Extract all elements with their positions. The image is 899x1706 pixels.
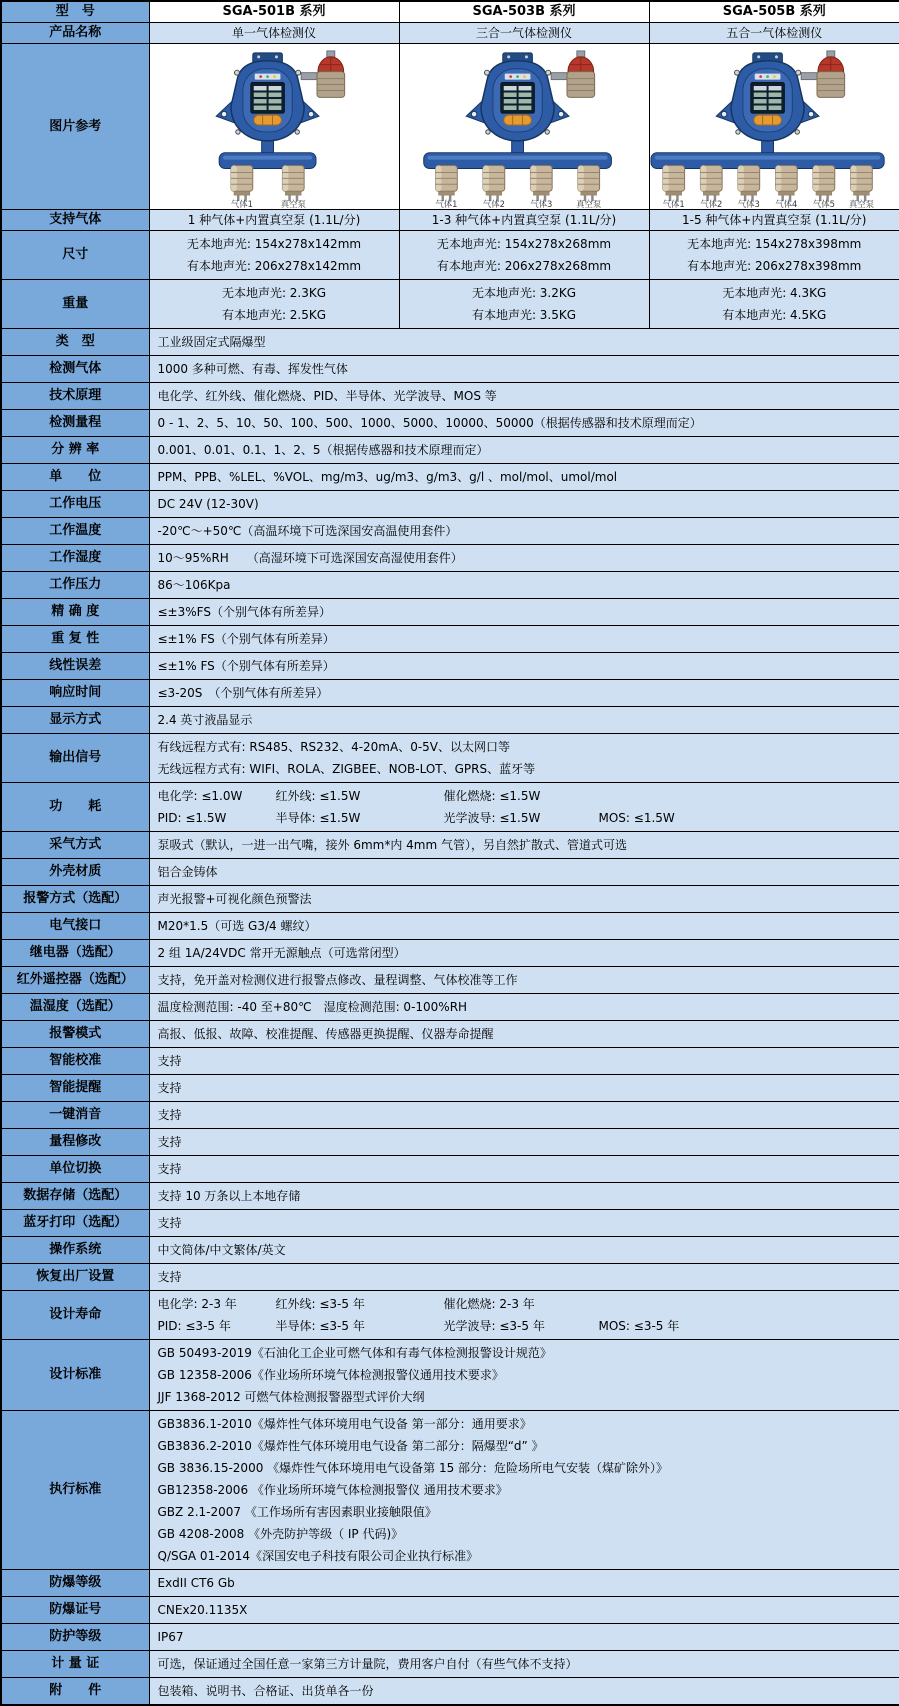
- detector-head: [216, 52, 319, 140]
- spec-value: [149, 967, 899, 994]
- spec-value: [149, 1411, 899, 1570]
- spec-value: [149, 1129, 899, 1156]
- table-row: [1, 1411, 899, 1570]
- spec-value: [149, 1624, 899, 1651]
- spec-value: [149, 464, 899, 491]
- alarm-beacon-icon: [301, 50, 344, 96]
- spec-value-line: 有本地声光: 206x278x268mm: [436, 259, 612, 273]
- spec-value: [149, 653, 899, 680]
- row-label: 设计寿命: [1, 1291, 149, 1340]
- row-label: 工作温度: [1, 518, 149, 545]
- sensor-label: 气体3: [737, 198, 760, 209]
- row-label: 单 位: [1, 464, 149, 491]
- spec-value-line: 支持: [157, 1081, 182, 1095]
- table-row: [1, 23, 899, 44]
- row-label: 操作系统: [1, 1237, 149, 1264]
- row-label: 电气接口: [1, 913, 149, 940]
- row-label: 输出信号: [1, 734, 149, 783]
- spec-value: [149, 280, 399, 329]
- spec-value-line: 有本地声光: 206x278x142mm: [186, 259, 362, 273]
- table-row: [1, 913, 899, 940]
- detector-head: [466, 52, 569, 140]
- spec-value-line: M20*1.5（可选 G3/4 螺纹）: [157, 919, 317, 933]
- spec-value-line: JJF 1368-2012 可燃气体检测报警器型式评价大纲: [157, 1390, 425, 1404]
- table-row: [1, 1210, 899, 1237]
- spec-value: [149, 329, 899, 356]
- row-label: 智能校准: [1, 1048, 149, 1075]
- spec-value-line: 铝合金铸体: [157, 865, 218, 879]
- spec-value-segment: 半导体: ≤1.5W: [275, 811, 361, 825]
- table-row: [1, 44, 899, 210]
- spec-value-line: 有本地声光: 206x278x398mm: [687, 259, 862, 273]
- spec-value-line: GB3836.1-2010《爆炸性气体环境用电气设备 第一部分：通用要求》: [157, 1417, 532, 1431]
- keypad: [503, 115, 531, 125]
- spec-value: [149, 1570, 899, 1597]
- table-row: [1, 1021, 899, 1048]
- table-row: [1, 1048, 899, 1075]
- spec-value: [149, 1340, 899, 1411]
- sensor-cylinder: [435, 165, 457, 201]
- sensor-label: 气体2: [699, 198, 723, 209]
- spec-value-line: 2 组 1A/24VDC 常开无源触点（可选常闭型）: [157, 946, 406, 960]
- spec-value: [149, 626, 899, 653]
- spec-value: [149, 491, 899, 518]
- product-image: [649, 44, 899, 210]
- spec-value: [149, 1102, 899, 1129]
- sensor-cylinder: [577, 165, 599, 201]
- spec-value: [149, 940, 899, 967]
- spec-value-line: 无本地声光: 3.2KG: [471, 286, 577, 300]
- row-label: 重量: [1, 280, 149, 329]
- table-row: [1, 1075, 899, 1102]
- row-label: 类 型: [1, 329, 149, 356]
- spec-value: 1-5 种气体+内置真空泵 (1.1L/分): [649, 210, 899, 231]
- spec-value-line: 10～95%RH （高湿环境下可选深国安高湿使用套件）: [157, 551, 463, 565]
- spec-value-line: Q/SGA 01-2014《深国安电子科技有限公司企业执行标准》: [157, 1549, 479, 1563]
- sensor-label: 气体5: [812, 198, 835, 209]
- table-row: [1, 653, 899, 680]
- spec-value-line: [158, 785, 892, 807]
- table-row: [1, 994, 899, 1021]
- spec-value-line: 1000 多种可燃、有毒、挥发性气体: [157, 362, 348, 376]
- spec-value-line: GB 12358-2006《作业场所环境气体检测报警仪通用技术要求》: [157, 1368, 504, 1382]
- spec-value-line: 支持: [157, 1270, 182, 1284]
- sensor-label: 气体2: [482, 198, 505, 209]
- table-row: [1, 1156, 899, 1183]
- spec-value-line: [158, 807, 892, 829]
- keypad: [253, 115, 281, 125]
- spec-value: [149, 437, 899, 464]
- table-row: [1, 545, 899, 572]
- table-row: [1, 383, 899, 410]
- table-row: [1, 832, 899, 859]
- row-label: 产品名称: [1, 23, 149, 44]
- row-label: 红外遥控器（选配）: [1, 967, 149, 994]
- spec-value-line: ≤3-20S （个别气体有所差异）: [157, 686, 329, 700]
- row-label: 采气方式: [1, 832, 149, 859]
- spec-value: 单一气体检测仪: [149, 23, 399, 44]
- spec-value-segment: 催化燃烧: ≤1.5W: [443, 789, 541, 803]
- row-label: 重 复 性: [1, 626, 149, 653]
- spec-value: 1 种气体+内置真空泵 (1.1L/分): [149, 210, 399, 231]
- spec-value: [399, 280, 649, 329]
- spec-value-line: GB12358-2006 《作业场所环境气体检测报警仪 通用技术要求》: [157, 1483, 508, 1497]
- row-label: 温湿度（选配）: [1, 994, 149, 1021]
- spec-value-segment: 半导体: ≤3-5 年: [275, 1319, 365, 1333]
- row-label: 支持气体: [1, 210, 149, 231]
- row-label: 蓝牙打印（选配）: [1, 1210, 149, 1237]
- row-label: 一键消音: [1, 1102, 149, 1129]
- spec-value-line: ≤±1% FS（个别气体有所差异）: [157, 659, 335, 673]
- spec-value-segment: 电化学: 2-3 年: [157, 1297, 237, 1311]
- spec-value: [149, 518, 899, 545]
- spec-value: [149, 1210, 899, 1237]
- row-label: 工作电压: [1, 491, 149, 518]
- spec-value: [399, 231, 649, 280]
- row-label: 精 确 度: [1, 599, 149, 626]
- row-label: 外壳材质: [1, 859, 149, 886]
- table-row: [1, 1183, 899, 1210]
- spec-value-line: 86～106Kpa: [157, 578, 231, 592]
- spec-value-segment: PID: ≤1.5W: [157, 811, 227, 825]
- table-row: [1, 1597, 899, 1624]
- row-label: 防爆等级: [1, 1570, 149, 1597]
- spec-value: [149, 1156, 899, 1183]
- spec-value: [649, 231, 899, 280]
- row-label: 工作湿度: [1, 545, 149, 572]
- model-series-name: SGA-501B 系列: [149, 1, 399, 23]
- spec-value: [149, 734, 899, 783]
- spec-value-line: PPM、PPB、%LEL、%VOL、mg/m3、ug/m3、g/m3、g/l 、mol/mol、umol/mol: [157, 470, 618, 484]
- sensor-label: 气体4: [775, 198, 798, 209]
- alarm-beacon-icon: [801, 50, 844, 96]
- model-series-name: SGA-505B 系列: [649, 1, 899, 23]
- spec-value-line: 无线远程方式有: WIFI、ROLA、ZIGBEE、NOB-LOT、GPRS、蓝牙等: [157, 762, 536, 776]
- spec-value-line: ExdII CT6 Gb: [157, 1576, 235, 1590]
- table-row: [1, 329, 899, 356]
- spec-value: [149, 1597, 899, 1624]
- spec-value-line: 无本地声光: 154x278x398mm: [687, 237, 862, 251]
- table-row: [1, 734, 899, 783]
- spec-value-segment: PID: ≤3-5 年: [157, 1319, 231, 1333]
- spec-value-line: 支持: [157, 1135, 182, 1149]
- sensor-label: 真空泵: [280, 198, 306, 209]
- table-row: [1, 1, 899, 23]
- spec-value: [649, 280, 899, 329]
- row-label: 检测气体: [1, 356, 149, 383]
- spec-value-line: 支持: [157, 1054, 182, 1068]
- spec-value-line: 有本地声光: 3.5KG: [471, 308, 577, 322]
- sensor-label: 真空泵: [848, 198, 874, 209]
- spec-value-line: 高报、低报、故障、校准提醒、传感器更换提醒、仪器寿命提醒: [157, 1027, 494, 1041]
- spec-value-segment: 催化燃烧: 2-3 年: [443, 1297, 535, 1311]
- spec-value-line: 有本地声光: 2.5KG: [221, 308, 327, 322]
- spec-value-line: -20℃～+50℃（高温环境下可选深国安高温使用套件）: [157, 524, 458, 538]
- spec-value: [149, 545, 899, 572]
- sensor-label: 气体1: [434, 198, 457, 209]
- sensor-cylinder: [663, 165, 685, 201]
- spec-value-line: 声光报警+可视化颜色预警法: [157, 892, 312, 906]
- spec-value-line: 泵吸式（默认，一进一出气嘴，接外 6mm*内 4mm 气管），另自然扩散式、管道式可选: [157, 838, 627, 852]
- spec-value: [149, 231, 399, 280]
- spec-value: [149, 859, 899, 886]
- spec-value-line: GB 3836.15-2000 《爆炸性气体环境用电气设备第 15 部分：危险场所电气安装（煤矿除外）》: [157, 1461, 669, 1475]
- spec-value: [149, 1678, 899, 1706]
- table-row: [1, 1651, 899, 1678]
- spec-value-line: 无本地声光: 154x278x142mm: [186, 237, 362, 251]
- spec-value: 三合一气体检测仪: [399, 23, 649, 44]
- table-row: [1, 1237, 899, 1264]
- table-row: [1, 1291, 899, 1340]
- table-row: [1, 783, 899, 832]
- table-row: [1, 626, 899, 653]
- spec-value: [149, 383, 899, 410]
- table-row: [1, 940, 899, 967]
- spec-value: [149, 783, 899, 832]
- spec-value-line: CNEx20.1135X: [157, 1603, 248, 1617]
- spec-value-line: 无本地声光: 4.3KG: [722, 286, 827, 300]
- row-label: 量程修改: [1, 1129, 149, 1156]
- table-row: [1, 464, 899, 491]
- row-label: 报警方式（选配）: [1, 886, 149, 913]
- spec-value: [149, 1183, 899, 1210]
- model-series-name: SGA-503B 系列: [399, 1, 649, 23]
- spec-value: [149, 356, 899, 383]
- gas-detector-image: [650, 45, 899, 209]
- spec-value-line: 0.001、0.01、0.1、1、2、5（根据传感器和技术原理而定）: [157, 443, 489, 457]
- table-row: [1, 280, 899, 329]
- row-label: 智能提醒: [1, 1075, 149, 1102]
- table-row: [1, 599, 899, 626]
- sensor-cylinder: [850, 165, 872, 201]
- gas-detector-image: [150, 45, 399, 209]
- row-label: 尺寸: [1, 231, 149, 280]
- sensor-cylinder: [231, 165, 253, 201]
- table-row: [1, 231, 899, 280]
- spec-value-line: GB 4208-2008 《外壳防护等级（ IP 代码)》: [157, 1527, 404, 1541]
- table-row: [1, 491, 899, 518]
- spec-value-line: DC 24V (12-30V): [157, 497, 259, 511]
- row-label: 分 辨 率: [1, 437, 149, 464]
- row-label: 执行标准: [1, 1411, 149, 1570]
- row-label: 检测量程: [1, 410, 149, 437]
- spec-value-line: GBZ 2.1-2007 《工作场所有害因素职业接触限值》: [157, 1505, 437, 1519]
- spec-value-segment: 红外线: ≤1.5W: [275, 789, 361, 803]
- spec-value-line: 有本地声光: 4.5KG: [722, 308, 827, 322]
- spec-value: [149, 832, 899, 859]
- spec-value: [149, 1651, 899, 1678]
- sensor-cylinder: [530, 165, 552, 201]
- spec-value-line: 支持: [157, 1216, 182, 1230]
- row-label: 计 量 证: [1, 1651, 149, 1678]
- spec-value: [149, 886, 899, 913]
- sensor-cylinder: [483, 165, 505, 201]
- row-label: 防爆证号: [1, 1597, 149, 1624]
- spec-value-line: IP67: [157, 1630, 184, 1644]
- spec-value-line: 中文简体/中文繁体/英文: [157, 1243, 286, 1257]
- spec-value: [149, 1048, 899, 1075]
- table-row: [1, 356, 899, 383]
- spec-value-line: 2.4 英寸液晶显示: [157, 713, 253, 727]
- spec-value: [149, 1291, 899, 1340]
- gas-detector-image: [400, 45, 649, 209]
- spec-value-segment: MOS: ≤1.5W: [598, 811, 675, 825]
- spec-value: [149, 1264, 899, 1291]
- spec-value: [149, 1021, 899, 1048]
- spec-value: [149, 599, 899, 626]
- product-image: [149, 44, 399, 210]
- table-row: [1, 437, 899, 464]
- table-row: [1, 886, 899, 913]
- spec-value-line: 可选，保证通过全国任意一家第三方计量院，费用客户自付（有些气体不支持）: [157, 1657, 578, 1671]
- sensor-cylinder: [738, 165, 760, 201]
- spec-value-line: 工业级固定式隔爆型: [157, 335, 266, 349]
- spec-value-line: [158, 1293, 892, 1315]
- alarm-beacon-icon: [551, 50, 594, 96]
- spec-value: [149, 994, 899, 1021]
- row-label: 继电器（选配）: [1, 940, 149, 967]
- table-row: [1, 1264, 899, 1291]
- table-row: [1, 707, 899, 734]
- spec-value-line: 支持: [157, 1108, 182, 1122]
- spec-value: [149, 707, 899, 734]
- row-label: 工作压力: [1, 572, 149, 599]
- table-row: [1, 1570, 899, 1597]
- row-label: 图片参考: [1, 44, 149, 210]
- sensor-label: 气体1: [662, 198, 685, 209]
- detector-head: [716, 52, 819, 140]
- table-row: [1, 572, 899, 599]
- sensor-label: 真空泵: [575, 198, 601, 209]
- spec-value-segment: 光学波导: ≤1.5W: [443, 811, 541, 825]
- row-label: 恢复出厂设置: [1, 1264, 149, 1291]
- spec-value: [149, 913, 899, 940]
- spec-value-segment: 电化学: ≤1.0W: [157, 789, 243, 803]
- row-label: 报警模式: [1, 1021, 149, 1048]
- row-label: 功 耗: [1, 783, 149, 832]
- table-row: [1, 859, 899, 886]
- spec-value: [149, 680, 899, 707]
- spec-value-line: ≤±3%FS（个别气体有所差异）: [157, 605, 331, 619]
- row-label: 显示方式: [1, 707, 149, 734]
- row-label: 附 件: [1, 1678, 149, 1706]
- product-image: [399, 44, 649, 210]
- sensor-cylinder: [813, 165, 835, 201]
- spec-value-segment: 光学波导: ≤3-5 年: [443, 1319, 545, 1333]
- spec-value-line: 电化学、红外线、催化燃烧、PID、半导体、光学波导、MOS 等: [157, 389, 497, 403]
- spec-value-line: [158, 1315, 892, 1337]
- spec-value-segment: 红外线: ≤3-5 年: [275, 1297, 365, 1311]
- spec-value-line: 0 - 1、2、5、10、50、100、500、1000、5000、10000、50000（根据传感器和技术原理而定）: [157, 416, 702, 430]
- table-row: [1, 410, 899, 437]
- spec-value: [149, 410, 899, 437]
- row-label: 技术原理: [1, 383, 149, 410]
- table-row: [1, 210, 899, 231]
- table-row: [1, 518, 899, 545]
- spec-value: [149, 1237, 899, 1264]
- row-label: 防护等级: [1, 1624, 149, 1651]
- row-label: 单位切换: [1, 1156, 149, 1183]
- sensor-cylinder: [700, 165, 722, 201]
- table-row: [1, 680, 899, 707]
- row-label: 线性误差: [1, 653, 149, 680]
- spec-value-line: 支持: [157, 1162, 182, 1176]
- spec-value: 1-3 种气体+内置真空泵 (1.1L/分): [399, 210, 649, 231]
- spec-value-line: 支持，免开盖对检测仪进行报警点修改、量程调整、气体校准等工作: [157, 973, 518, 987]
- spec-value-line: GB3836.2-2010《爆炸性气体环境用电气设备 第二部分：隔爆型“d” 》: [157, 1439, 544, 1453]
- spec-value-line: ≤±1% FS（个别气体有所差异）: [157, 632, 335, 646]
- table-row: [1, 1624, 899, 1651]
- row-label: 响应时间: [1, 680, 149, 707]
- sensor-label: 气体3: [529, 198, 552, 209]
- sensor-label: 气体1: [230, 198, 253, 209]
- spec-value-line: GB 50493-2019《石油化工企业可燃气体和有毒气体检测报警设计规范》: [157, 1346, 552, 1360]
- spec-value-line: 支持 10 万条以上本地存储: [157, 1189, 301, 1203]
- spec-value-line: 温度检测范围: -40 至+80℃ 湿度检测范围: 0-100%RH: [157, 1000, 468, 1014]
- table-row: [1, 1678, 899, 1706]
- spec-value-line: 包装箱、说明书、合格证、出货单各一份: [157, 1684, 374, 1698]
- row-label: 数据存储（选配）: [1, 1183, 149, 1210]
- spec-value: 五合一气体检测仪: [649, 23, 899, 44]
- spec-value-segment: MOS: ≤3-5 年: [598, 1319, 680, 1333]
- sensor-cylinder: [282, 165, 304, 201]
- table-row: [1, 1102, 899, 1129]
- spec-value: [149, 1075, 899, 1102]
- spec-value-line: 无本地声光: 154x278x268mm: [436, 237, 612, 251]
- row-label: 设计标准: [1, 1340, 149, 1411]
- spec-value-line: 有线远程方式有: RS485、RS232、4-20mA、0-5V、以太网口等: [157, 740, 511, 754]
- spec-value-line: 无本地声光: 2.3KG: [221, 286, 327, 300]
- manifold-bar: [651, 152, 884, 168]
- sensor-cylinder: [775, 165, 797, 201]
- table-row: [1, 1129, 899, 1156]
- table-row: [1, 967, 899, 994]
- spec-value: [149, 572, 899, 599]
- table-row: [1, 1340, 899, 1411]
- keypad: [754, 115, 782, 125]
- row-label: 型 号: [1, 1, 149, 23]
